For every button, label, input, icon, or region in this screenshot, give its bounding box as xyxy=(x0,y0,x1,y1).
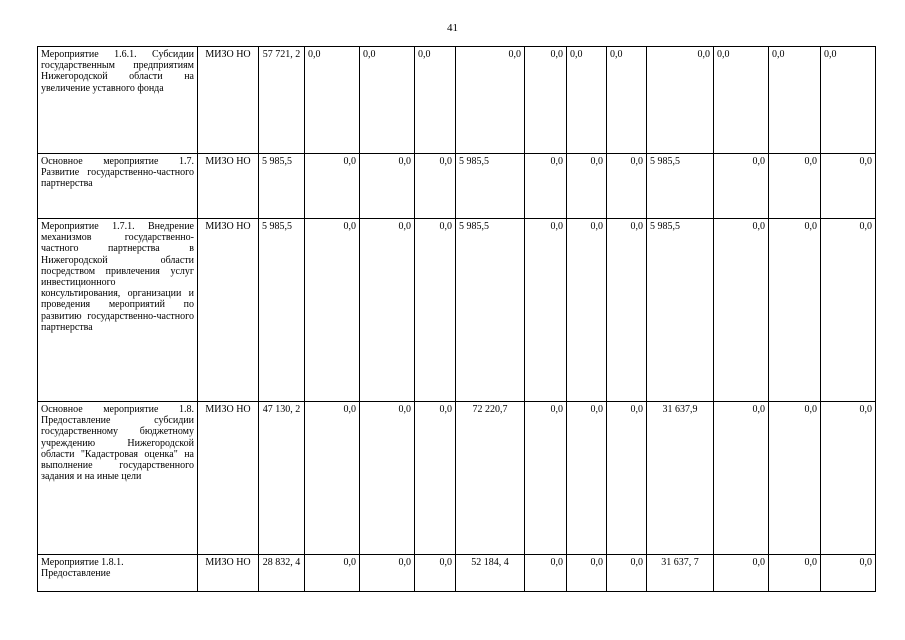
executor-cell: МИЗО НО xyxy=(198,402,259,555)
value-cell: 0,0 xyxy=(607,555,647,592)
activity-name-cell: Мероприятие 1.6.1. Субсидии государственным предприятиям Нижегородской области на увеличение уставного фонда xyxy=(38,47,198,154)
value-cell: 0,0 xyxy=(567,154,607,219)
value-cell: 0,0 xyxy=(360,402,415,555)
value-cell: 0,0 xyxy=(456,47,525,154)
activity-name-cell: Основное мероприятие 1.8. Предоставление субсидии государственному бюджетному учреждению Нижегородской области "Кадастровая оценка" на выполнение государственного задания и на иные цели xyxy=(38,402,198,555)
value-cell: 0,0 xyxy=(769,219,821,402)
value-cell: 5 985,5 xyxy=(259,154,305,219)
value-cell: 0,0 xyxy=(769,555,821,592)
value-cell: 0,0 xyxy=(714,402,769,555)
value-cell: 0,0 xyxy=(567,402,607,555)
value-cell: 72 220,7 xyxy=(456,402,525,555)
value-cell: 0,0 xyxy=(415,47,456,154)
activity-name-cell: Мероприятие 1.8.1. Предоставление xyxy=(38,555,198,592)
value-cell: 0,0 xyxy=(567,555,607,592)
value-cell: 0,0 xyxy=(525,555,567,592)
table-row xyxy=(38,154,876,219)
value-cell: 5 985,5 xyxy=(456,219,525,402)
activity-name-cell: Основное мероприятие 1.7. Развитие государственно-частного партнерства xyxy=(38,154,198,219)
value-cell: 0,0 xyxy=(821,154,876,219)
table-row xyxy=(38,219,876,402)
value-cell: 47 130, 2 xyxy=(259,402,305,555)
value-cell: 0,0 xyxy=(305,219,360,402)
value-cell: 0,0 xyxy=(525,154,567,219)
value-cell: 0,0 xyxy=(821,219,876,402)
value-cell: 0,0 xyxy=(769,402,821,555)
value-cell: 0,0 xyxy=(821,555,876,592)
value-cell: 0,0 xyxy=(415,154,456,219)
value-cell: 28 832, 4 xyxy=(259,555,305,592)
value-cell: 0,0 xyxy=(567,47,607,154)
value-cell: 5 985,5 xyxy=(259,219,305,402)
value-cell: 0,0 xyxy=(714,154,769,219)
table-row xyxy=(38,47,876,154)
value-cell: 31 637, 7 xyxy=(647,555,714,592)
table-row xyxy=(38,402,876,555)
value-cell: 31 637,9 xyxy=(647,402,714,555)
value-cell: 0,0 xyxy=(525,402,567,555)
table-row xyxy=(38,555,876,592)
value-cell: 0,0 xyxy=(305,47,360,154)
value-cell: 0,0 xyxy=(607,47,647,154)
value-cell: 52 184, 4 xyxy=(456,555,525,592)
value-cell: 0,0 xyxy=(769,154,821,219)
value-cell: 0,0 xyxy=(821,402,876,555)
executor-cell: МИЗО НО xyxy=(198,219,259,402)
executor-cell: МИЗО НО xyxy=(198,555,259,592)
executor-cell: МИЗО НО xyxy=(198,154,259,219)
value-cell: 0,0 xyxy=(360,154,415,219)
value-cell: 0,0 xyxy=(305,154,360,219)
page-number: 41 xyxy=(447,22,458,34)
value-cell: 0,0 xyxy=(607,402,647,555)
value-cell: 0,0 xyxy=(305,555,360,592)
value-cell: 0,0 xyxy=(714,555,769,592)
value-cell: 0,0 xyxy=(415,555,456,592)
value-cell: 0,0 xyxy=(607,154,647,219)
value-cell: 57 721, 2 xyxy=(259,47,305,154)
value-cell: 0,0 xyxy=(360,47,415,154)
budget-table xyxy=(37,46,876,592)
value-cell: 0,0 xyxy=(360,555,415,592)
value-cell: 0,0 xyxy=(769,47,821,154)
value-cell: 0,0 xyxy=(821,47,876,154)
value-cell: 0,0 xyxy=(305,402,360,555)
value-cell: 0,0 xyxy=(714,47,769,154)
value-cell: 0,0 xyxy=(360,219,415,402)
value-cell: 0,0 xyxy=(525,219,567,402)
value-cell: 5 985,5 xyxy=(456,154,525,219)
value-cell: 0,0 xyxy=(415,402,456,555)
executor-cell: МИЗО НО xyxy=(198,47,259,154)
value-cell: 0,0 xyxy=(714,219,769,402)
value-cell: 0,0 xyxy=(567,219,607,402)
value-cell: 0,0 xyxy=(647,47,714,154)
value-cell: 0,0 xyxy=(525,47,567,154)
value-cell: 0,0 xyxy=(415,219,456,402)
activity-name-cell: Мероприятие 1.7.1. Внедрение механизмов государственно-частного партнерства в Нижегородской области посредством привлечения услуг инвестиционного консультирования, организации и проведения мероприятий по развитию государственно-частного партнерства xyxy=(38,219,198,402)
value-cell: 5 985,5 xyxy=(647,154,714,219)
value-cell: 0,0 xyxy=(607,219,647,402)
value-cell: 5 985,5 xyxy=(647,219,714,402)
